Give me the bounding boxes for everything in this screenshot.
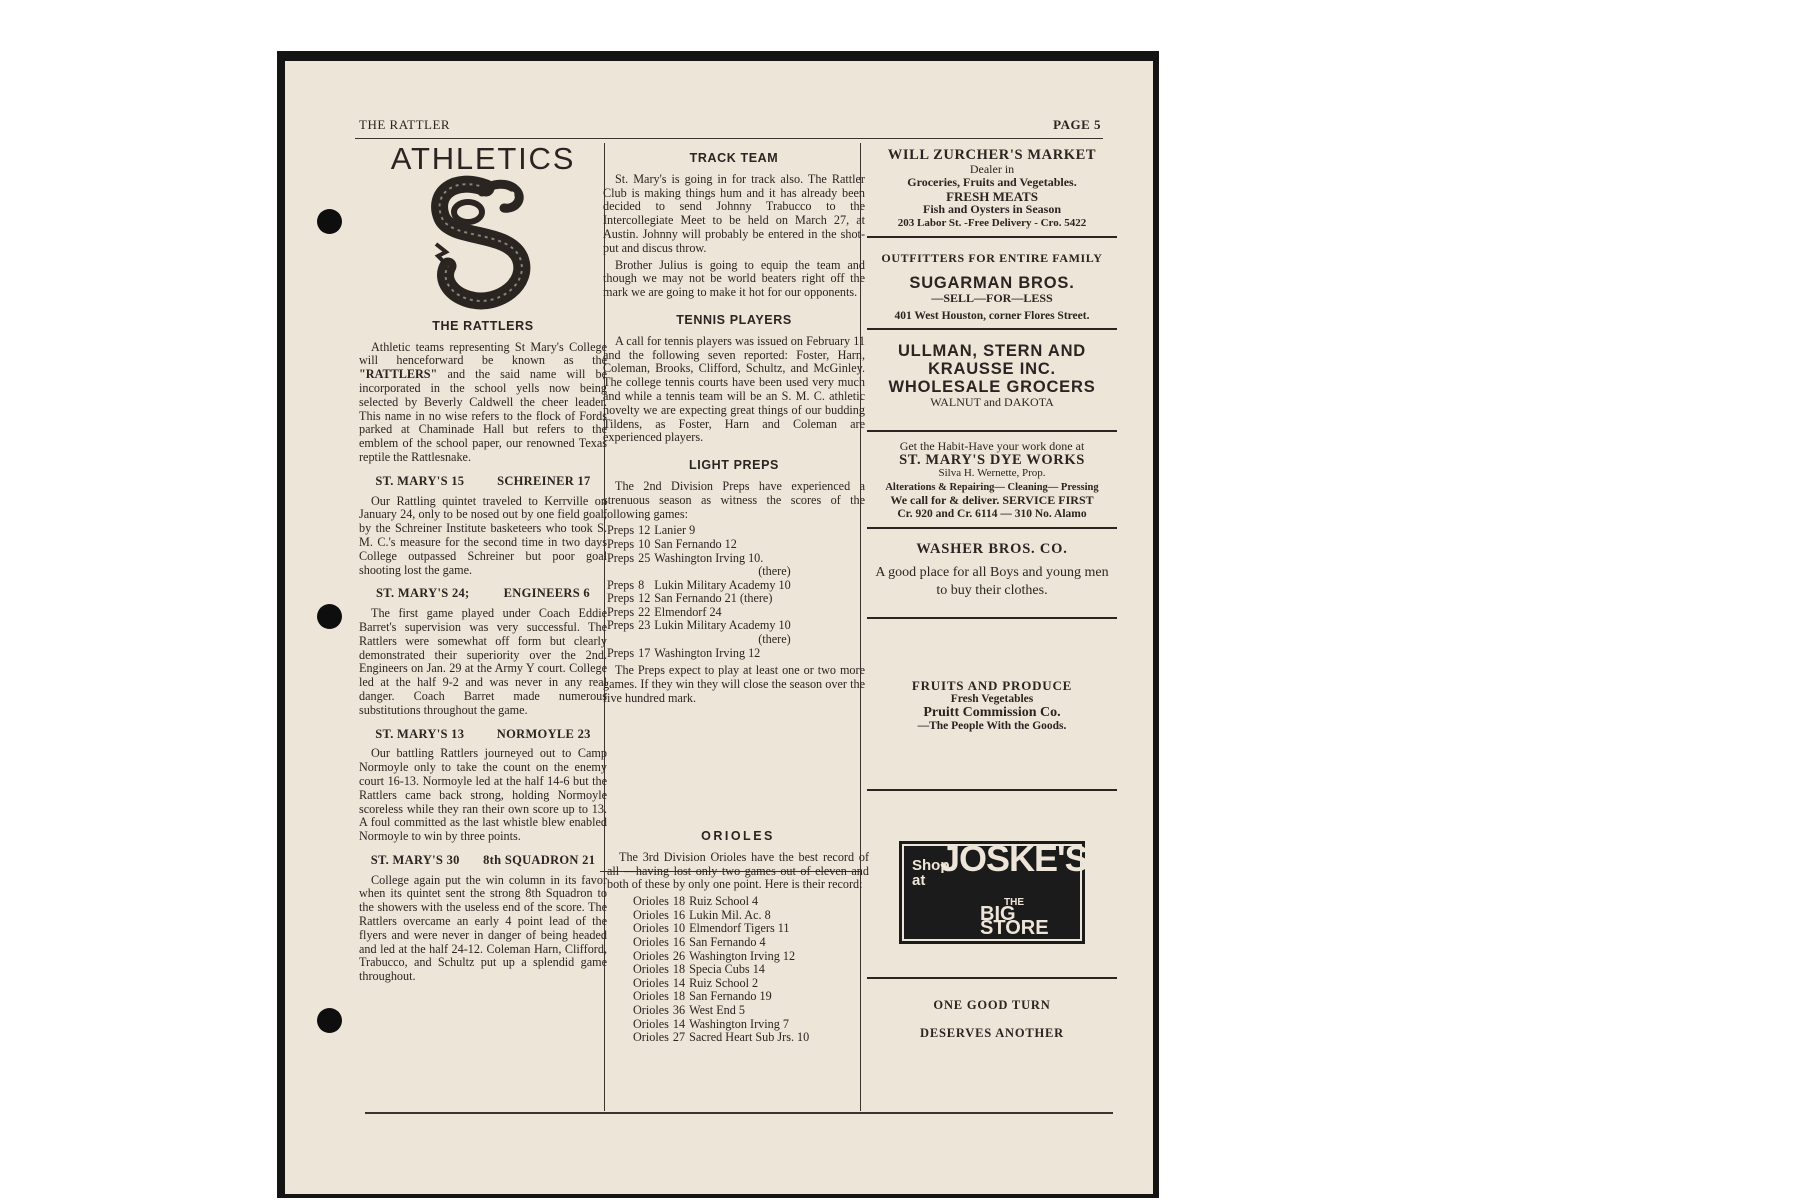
joskes-shop-label: Shop at (912, 857, 950, 890)
ad-divider (867, 430, 1117, 432)
intro-paragraph: Athletic teams representing St Mary's College will henceforward be known as the "RATTLERS" and the said name will be incorporated in the school yells now being selected by Beverly Caldwell the cheer leader. This name in no wise refers to the flock of Fords parked at Chaminade Hall but refers to the emblem of the school paper, our renowned Texas reptile the Rattlesnake. (359, 339, 607, 464)
ad-pruitt-commission: FRUITS AND PRODUCE Fresh Vegetables Pruitt Commission Co. —The People With the Goods. (911, 678, 1073, 732)
ad-dye-works: Get the Habit-Have your work done at ST. MARY'S DYE WORKS Silva H. Wernette, Prop. Alterations & Repairing— Cleaning— Pressing We call for & deliver. SERVICE FIRST Cr. 920 and Cr. 6114 — 310 No. Alamo (885, 438, 1099, 520)
game-report: Our battling Rattlers journeyed out to Camp Normoyle only to take the count on the enemy court 16-13. Normoyle led at the half 14-6 but the Rattlers came back strong, holding Normoyle scoreless while they ran their own score up to 13. A foul committed as the last whistle blew enabled Normoyle to win by three points. (359, 746, 607, 844)
preps-heading: LIGHT PREPS (689, 458, 779, 473)
tennis-heading: TENNIS PLAYERS (676, 312, 792, 327)
ad-zurcher-market: WILL ZURCHER'S MARKET Dealer in Groceries, Fruits and Vegetables. FRESH MEATS Fish and Oysters in Season 203 Labor St. -Free Delivery - Cro. 5422 (887, 147, 1097, 229)
score-row: Orioles 18 Ruiz School 4 (633, 894, 759, 909)
joskes-the: THE (1004, 897, 1024, 909)
ad-divider (867, 977, 1117, 979)
preps-closing-paragraph: The Preps expect to play at least one or two more games. If they win they will close the season over the five hundred mark. (603, 663, 865, 705)
joskes-store: BIG STORE (980, 903, 1049, 940)
score-row: Preps 22 Elmendorf 24 (607, 604, 722, 619)
orioles-score-table (629, 895, 825, 1045)
score-row: Preps 10 San Fernando 12 (607, 536, 737, 551)
score-row: Preps 17 Washington Irving 12 (607, 645, 761, 660)
joskes-logo (899, 838, 1088, 944)
scanned-page-frame (277, 51, 1159, 1198)
tennis-paragraph: A call for tennis players was issued on February 11 and the following seven reported: Foster, Harn, Coleman, Brooks, Clifford, Schultz, and McGinley. The college tennis courts have been used very much and while a tennis team will be an S. M. C. athletic novelty we are expecting great things of our budding Tildens, as Foster, Harn and Coleman are experienced players. (603, 333, 865, 445)
ad-washer-bros: WASHER BROS. CO. A good place for all Boys and young men to buy their clothes. (875, 540, 1109, 599)
masthead-title: THE RATTLER (359, 117, 451, 132)
game-report: Our Rattling quintet traveled to Kerrville on January 24, only to be nosed out by one field goal, by the Schreiner Institute basketeers who took S. M. C.'s measure for the second time in two days College outpassed Schreiner but poor goal shooting lost the game. (359, 493, 607, 577)
ad-sugarman-bros: OUTFITTERS FOR ENTIRE FAMILY SUGARMAN BROS. —SELL—FOR—LESS 401 West Houston, corner Flores Street. (881, 250, 1103, 322)
game-score-heading: ST. MARY'S 13 NORMOYLE 23 (375, 726, 591, 741)
game-score-heading: ST. MARY'S 15 SCHREINER 17 (375, 473, 591, 488)
header-rule (355, 138, 1103, 139)
punch-hole (317, 1008, 342, 1033)
preps-paragraph: The 2nd Division Preps have experienced a strenuous season as witness the scores of the following games: (603, 478, 865, 521)
score-row: Orioles 10 Elmendorf Tigers 11 (633, 921, 790, 936)
ad-divider (867, 527, 1117, 529)
athletics-column (359, 143, 607, 987)
game-score-heading: ST. MARY'S 30 8th SQUADRON 21 (370, 852, 596, 867)
emblem-caption: THE RATTLERS (432, 318, 534, 333)
ad-divider (867, 328, 1117, 330)
score-row: Orioles 26 Washington Irving 12 (633, 948, 796, 963)
rattlesnake-emblem-icon (424, 172, 542, 312)
sports-news-column (603, 143, 865, 709)
score-row: Orioles 18 Specia Cubs 14 (633, 962, 765, 977)
ad-ullman-stern: ULLMAN, STERN AND KRAUSSE INC. WHOLESALE GROCERS WALNUT and DAKOTA (888, 342, 1096, 410)
score-note-row: (there) (758, 632, 791, 647)
joskes-name: JOSKE'S (940, 838, 1088, 880)
newspaper-page (285, 61, 1153, 1194)
game-score-heading: ST. MARY'S 24; ENGINEERS 6 (376, 586, 590, 601)
section-title: ATHLETICS (390, 141, 576, 176)
ad-divider (867, 617, 1117, 619)
score-row: Orioles 14 Ruiz School 2 (633, 975, 759, 990)
game-report: The first game played under Coach Eddie Barret's supervision was very successful. The Rattlers were somewhat off form but clearly demonstrated their superiority over the 2nd. Engineers on Jan. 29 at the Army Y court. College led at the half 9-2 and was never in any real danger. Coach Barret made numerous substitutions throughout the game. (359, 606, 607, 717)
ad-joskes (863, 838, 1121, 944)
orioles-heading: ORIOLES (701, 829, 775, 843)
page-number: PAGE 5 (1053, 117, 1101, 132)
score-row: Preps 12 Lanier 9 (607, 523, 696, 538)
score-row: Preps 23 Lukin Military Academy 10 (607, 618, 791, 633)
ad-divider (867, 789, 1117, 791)
orioles-section (607, 821, 869, 1045)
punch-hole (317, 209, 342, 234)
score-row: Orioles 36 West End 5 (633, 1002, 745, 1017)
score-row: Orioles 27 Sacred Heart Sub Jrs. 10 (633, 1030, 810, 1045)
track-paragraph: St. Mary's is going in for track also. The Rattler Club is making things hum and it has already been decided to send Johnny Trabucco to the Intercollegiate Meet to be held on March 27, at Austin. Johnny will probably be entered in the shot-put and discus throw. (603, 171, 865, 255)
score-row: Preps 12 San Fernando 21 (there) (607, 591, 773, 606)
good-turn-slogan: ONE GOOD TURN DESERVES ANOTHER (920, 998, 1064, 1041)
advertisement-column (863, 143, 1121, 1041)
orioles-paragraph: The 3rd Division Orioles have the best record of all —having lost only two games out of eleven and both of these by only one point. Here is their record: (607, 849, 869, 892)
punch-hole (317, 604, 342, 629)
score-row: Orioles 16 Lukin Mil. Ac. 8 (633, 907, 771, 922)
score-row: Preps 25 Washington Irving 10. (607, 550, 764, 565)
track-heading: TRACK TEAM (689, 151, 779, 165)
score-row: Orioles 14 Washington Irving 7 (633, 1016, 789, 1031)
track-paragraph: Brother Julius is going to equip the team and though we may not be world beaters right off the mark we are going to make it hot for our opponents. (603, 257, 865, 300)
footer-rule (365, 1112, 1113, 1114)
score-row: Orioles 18 San Fernando 19 (633, 989, 772, 1004)
ad-divider (867, 236, 1117, 238)
score-row: Preps 8 Lukin Military Academy 10 (607, 577, 791, 592)
preps-score-table (603, 524, 791, 660)
game-report: College again put the win column in its favor when its quintet sent the strong 8th Squadron to the showers with the useless end of the score. The Rattlers overcame an early 4 point lead of the flyers and were never in danger of being headed and led at the half 24-12. Coleman Harn, Clifford, Trabucco, and Schultz put up a splendid game throughout. (359, 872, 607, 984)
score-note-row: (there) (758, 564, 791, 579)
score-row: Orioles 16 San Fernando 4 (633, 934, 766, 949)
